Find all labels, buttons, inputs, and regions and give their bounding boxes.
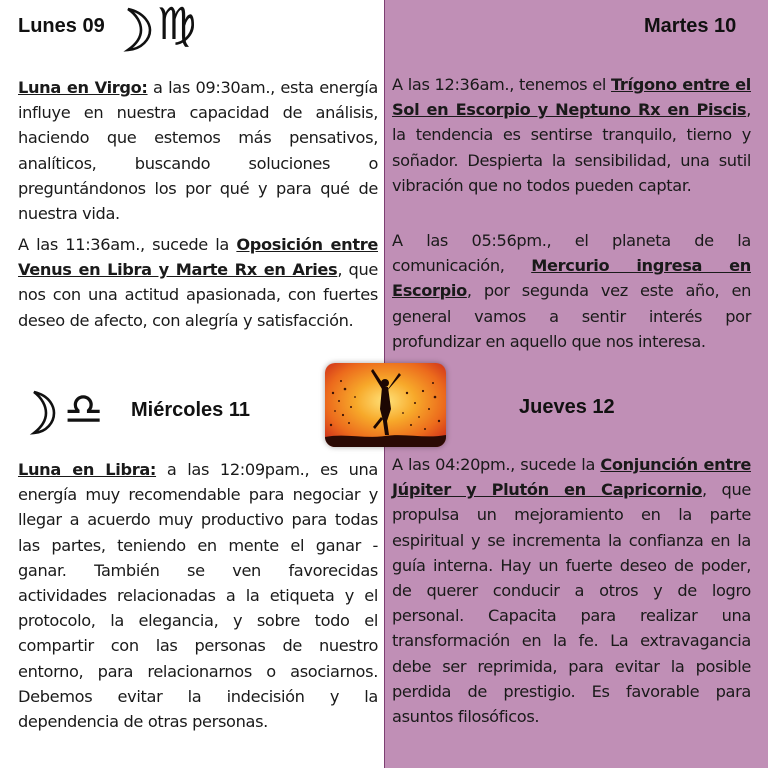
thursday-title: Jueves 12 [519, 396, 615, 418]
monday-paragraph-2: A las 11:36am., sucede la Oposición entre Venus en Libra y Marte Rx en Aries, que nos con una actitud apasionada, con fuertes deseo de afecto, con alegría y satisfacción. [18, 235, 379, 330]
virgo-icon: ♍ [157, 0, 197, 50]
tuesday-highlight-1: Trígono entre el Sol en Escorpio y Neptuno Rx en Piscis [392, 75, 751, 120]
monday-paragraph-1: Luna en Virgo: a las 09:30am., esta energía influye en nuestra capacidad de análisis, haciendo que estemos más pensativos, analíticos, buscando soluciones o preguntándonos los por qué y para qué de nuestra vida. [18, 78, 378, 224]
tuesday-highlight-2: Mercurio ingresa en Escorpio [392, 256, 751, 301]
libra-icon: ♎ [64, 384, 104, 435]
wednesday-paragraph-1: Luna en Libra: a las 12:09pam., es una energía muy recomendable para negociar y llegar a acuerdo muy productivo para todas las partes, teniendo en mente el ganar - ganar. También se ven favorecidas actividades relacionadas a la etiqueta y el protocolo, la elegancia, y sobre todo el compartir con las personas de nuestro entorno, para relacionarnos o asociarnos. Debemos evitar la indecisión y la dependencia de otras personas. [18, 460, 378, 732]
thursday-paragraph-1: A las 04:20pm., sucede la Conjunción entre Júpiter y Plutón en Capricornio, que propulsa un mejoramiento en la parte espiritual y se incrementa la confianza en la guía interna. Hay un fuerte deseo de poder, de querer conducir a otros y de logro personal. Capacita para realizar una transformación en la fe. La extravagancia debe ser reprimida, para evitar la posible perdida de prestigio. Es favorable para asuntos filosóficos. [392, 455, 751, 727]
monday-highlight-2: Oposición entre Venus en Libra y Marte Rx en Aries [18, 235, 379, 280]
moon-crescent-icon [120, 5, 154, 53]
wednesday-highlight-1: Luna en Libra: [18, 460, 157, 479]
tuesday-paragraph-1: A las 12:36am., tenemos el Trígono entre el Sol en Escorpio y Neptuno Rx en Piscis, la tendencia es sentirse tranquilo, tierno y soñador. Despierta la sensibilidad, una sutil vibración que no todos pueden captar. [392, 75, 751, 195]
monday-title: Lunes 09 [18, 15, 105, 37]
wednesday-title: Miércoles 11 [131, 399, 250, 421]
jumping-woman-sunset-photo [325, 363, 446, 447]
sunset-illustration [325, 363, 446, 447]
monday-highlight-1: Luna en Virgo: [18, 78, 148, 97]
tuesday-paragraph-2: A las 05:56pm., el planeta de la comunicación, Mercurio ingresa en Escorpio, por segunda vez este año, en general vamos a sentir interés por profundizar en aquello que nos interesa. [392, 231, 751, 351]
thursday-highlight-1: Conjunción entre Júpiter y Plutón en Capricornio [392, 455, 751, 500]
tuesday-title: Martes 10 [644, 15, 737, 37]
moon-crescent-icon [26, 388, 58, 436]
